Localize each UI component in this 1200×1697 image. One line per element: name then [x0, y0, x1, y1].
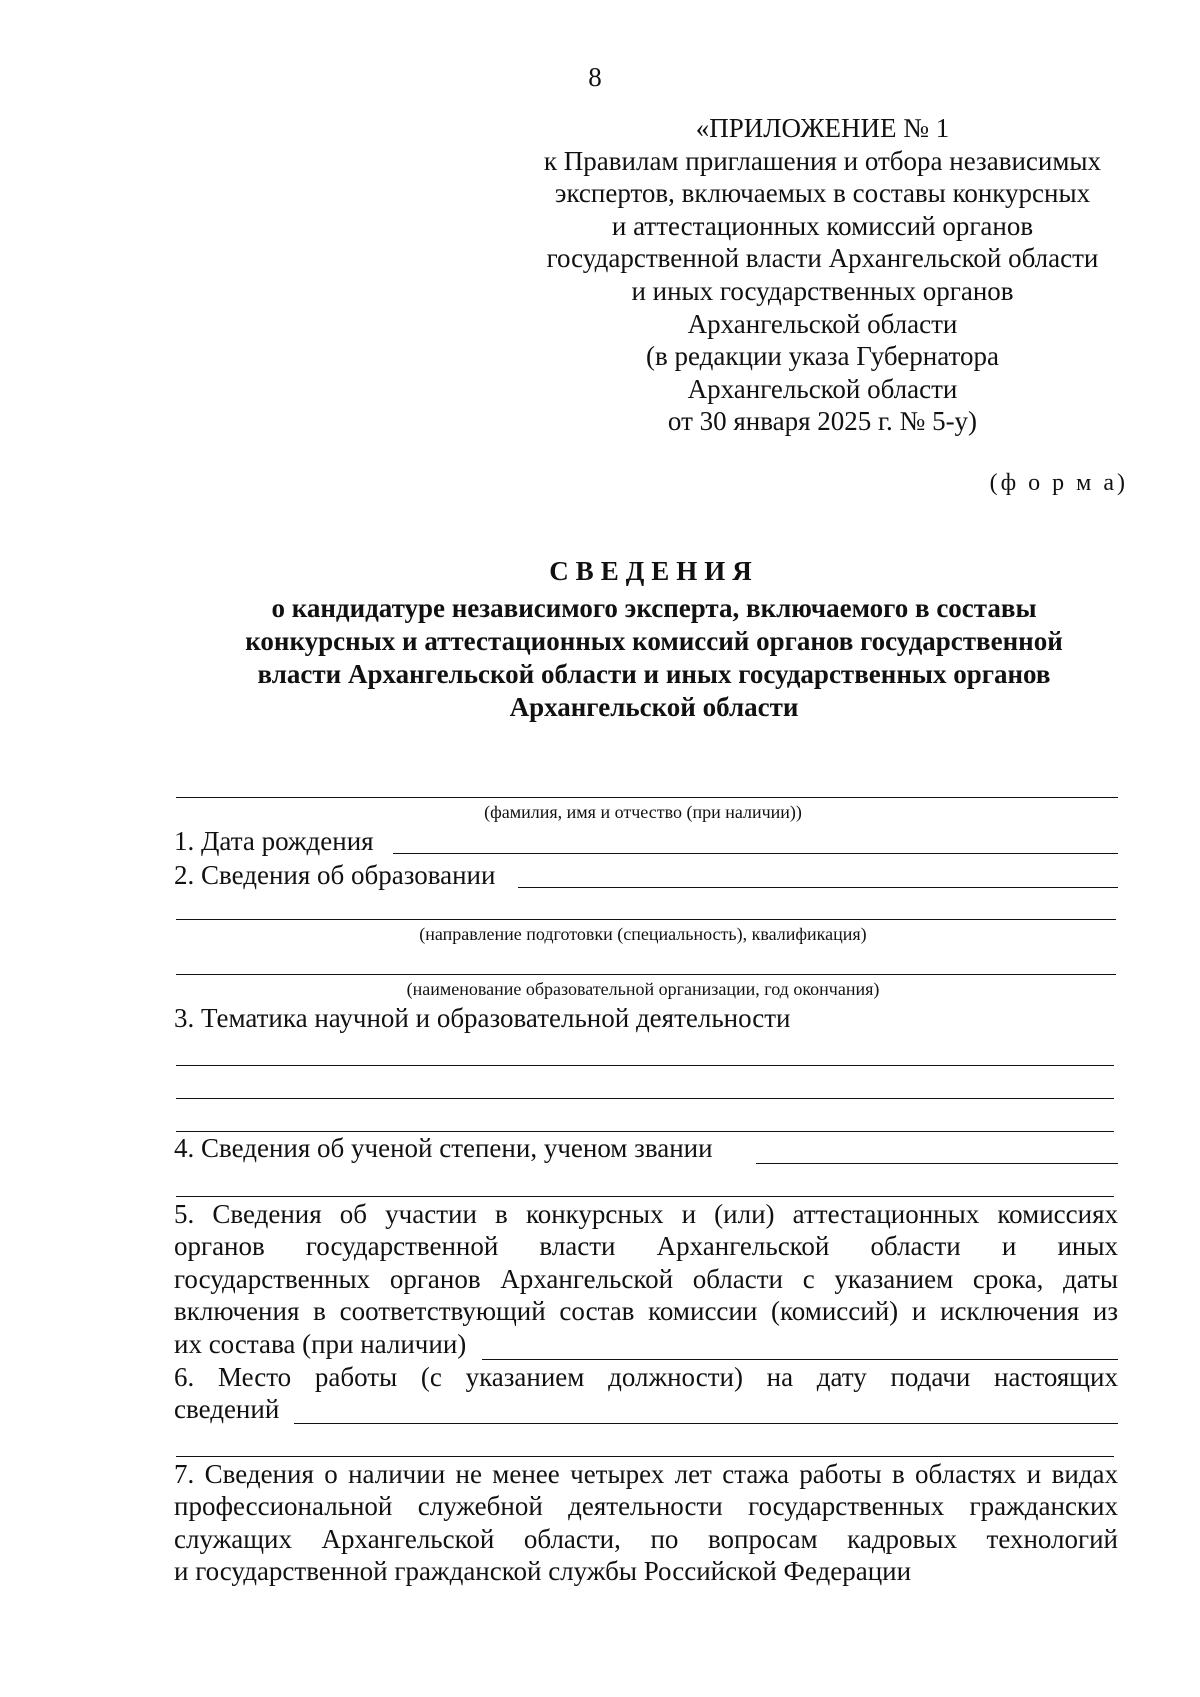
- form-label: (ф о р м а): [989, 470, 1128, 496]
- appendix-line: Архангельской области: [687, 308, 958, 339]
- paragraph-line: 6. Место работы (с указанием должности) на дату подачи настоящих: [174, 1362, 1118, 1392]
- topics-label: 3. Тематика научной и образовательной деятельности: [174, 1003, 791, 1033]
- appendix-line: экспертов, включаемых в составы конкурсных: [554, 178, 1091, 209]
- document-title: СВЕДЕНИЯ: [549, 556, 759, 586]
- paragraph-line: и государственной гражданской службы Российской Федерации: [174, 1556, 912, 1587]
- workplace-extra-field-line[interactable]: [176, 1456, 1114, 1457]
- appendix-line: (в редакции указа Губернатора: [646, 341, 999, 372]
- appendix-line: и иных государственных органов: [631, 275, 1014, 306]
- experience-paragraph: [174, 1458, 1118, 1588]
- specialty-field-line[interactable]: [176, 919, 1116, 920]
- degree-field-line[interactable]: [756, 1163, 1118, 1164]
- appendix-line: к Правилам приглашения и отбора независимых: [543, 145, 1102, 176]
- document-subtitle: [0, 592, 1200, 724]
- commissions-field-line[interactable]: [482, 1359, 1118, 1360]
- institution-field-line[interactable]: [176, 974, 1116, 975]
- appendix-line: государственной власти Архангельской области: [546, 243, 1099, 274]
- page-number: 8: [588, 62, 602, 92]
- birth-date-label: 1. Дата рождения: [174, 826, 374, 856]
- paragraph-line: их состава (при наличии): [174, 1328, 467, 1359]
- paragraph-line: 5. Сведения об участии в конкурсных и (или) аттестационных комиссиях: [174, 1199, 1118, 1229]
- commissions-paragraph: [174, 1198, 1118, 1360]
- topics-field-line[interactable]: [176, 1098, 1114, 1099]
- education-field-line[interactable]: [518, 887, 1118, 888]
- subtitle-line: Архангельской области: [509, 692, 799, 722]
- institution-caption: (наименование образовательной организации, год окончания): [406, 979, 880, 999]
- fio-field-line[interactable]: [176, 797, 1118, 798]
- paragraph-line: сведений: [174, 1394, 280, 1425]
- degree-extra-field-line[interactable]: [176, 1196, 1114, 1197]
- appendix-line: Архангельской области: [687, 373, 958, 404]
- topics-field-line[interactable]: [176, 1065, 1114, 1066]
- topics-field-line[interactable]: [176, 1131, 1114, 1132]
- paragraph-line: государственных органов Архангельской области с указанием срока, даты: [174, 1263, 1118, 1294]
- subtitle-line: о кандидатуре независимого эксперта, включаемого в составы: [271, 593, 1037, 623]
- appendix-line: от 30 января 2025 г. № 5-у): [667, 406, 978, 437]
- subtitle-line: конкурсных и аттестационных комиссий органов государственной: [245, 626, 1063, 656]
- subtitle-line: власти Архангельской области и иных государственных органов: [257, 659, 1051, 689]
- paragraph-line: служащих Архангельской области, по вопросам кадровых технологий: [174, 1523, 1118, 1554]
- birth-date-field-line[interactable]: [393, 853, 1118, 854]
- workplace-paragraph: [174, 1361, 1118, 1426]
- paragraph-line: включения в соответствующий состав комиссии (комиссий) и исключения из: [174, 1296, 1118, 1327]
- fio-caption: (фамилия, имя и отчество (при наличии)): [484, 802, 802, 822]
- paragraph-line: профессиональной служебной деятельности государственных гражданских: [174, 1491, 1118, 1522]
- paragraph-line: 7. Сведения о наличии не менее четырех лет стажа работы в областях и видах: [174, 1459, 1118, 1489]
- education-label: 2. Сведения об образовании: [174, 860, 496, 890]
- workplace-field-line[interactable]: [294, 1423, 1118, 1424]
- specialty-caption: (направление подготовки (специальность), квалификация): [419, 924, 867, 944]
- appendix-block: [525, 112, 1120, 438]
- degree-label: 4. Сведения об ученой степени, ученом звании: [174, 1133, 713, 1163]
- appendix-line: и аттестационных комиссий органов: [611, 210, 1034, 241]
- appendix-line: «ПРИЛОЖЕНИЕ № 1: [695, 113, 950, 143]
- paragraph-line: органов государственной власти Архангельской области и иных: [174, 1231, 1118, 1262]
